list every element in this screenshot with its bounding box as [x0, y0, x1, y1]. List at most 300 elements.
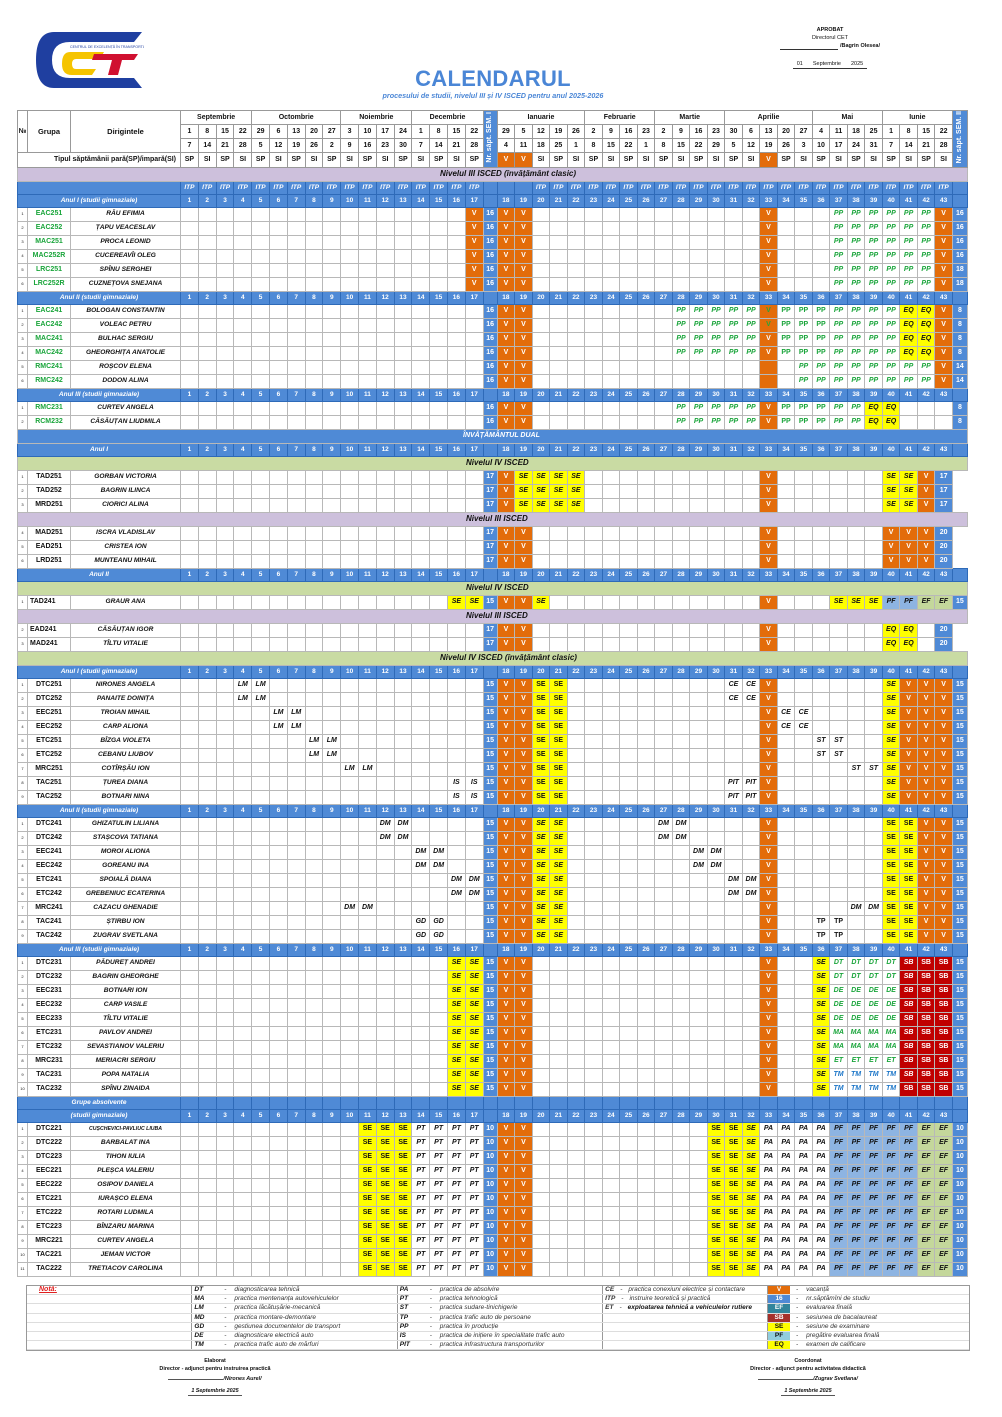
schedule-cell-empty	[550, 415, 568, 429]
schedule-cell-pp: PP	[917, 221, 935, 235]
schedule-cell-empty	[777, 915, 795, 929]
schedule-cell-empty	[655, 1122, 673, 1136]
legend-dash: -	[790, 1313, 804, 1322]
schedule-cell-empty	[270, 1262, 288, 1276]
year-header-row	[18, 388, 968, 401]
level-band	[18, 581, 968, 595]
schedule-cell-empty	[234, 304, 252, 318]
schedule-cell-empty	[795, 623, 813, 637]
schedule-cell-empty	[412, 540, 430, 554]
legend-row	[27, 1331, 969, 1340]
schedule-cell-v: V	[935, 374, 953, 388]
sem1-week-count: 10	[483, 1206, 497, 1220]
itp-cell: ITP	[865, 181, 883, 194]
schedule-cell-empty	[448, 318, 466, 332]
schedule-cell-v: V	[497, 1068, 515, 1082]
schedule-cell-empty	[448, 692, 466, 706]
schedule-cell-empty	[742, 1026, 760, 1040]
schedule-cell-se: SE	[707, 1178, 725, 1192]
schedule-cell-v: V	[497, 526, 515, 540]
schedule-cell-empty	[532, 1136, 550, 1150]
schedule-cell-empty	[637, 901, 655, 915]
schedule-cell-empty	[181, 831, 199, 845]
schedule-cell-v: V	[882, 554, 900, 568]
sem2-week-count: 15	[952, 817, 967, 831]
group-row	[18, 346, 968, 360]
tutor-name: ROȘCOV ELENA	[71, 360, 181, 374]
legend-dash: -	[619, 1304, 622, 1312]
schedule-cell-dt: DT	[865, 956, 883, 970]
schedule-cell-empty	[376, 249, 394, 263]
empty-cell	[448, 1096, 466, 1109]
schedule-cell-se: SE	[742, 1248, 760, 1262]
schedule-cell-empty	[270, 1068, 288, 1082]
schedule-cell-empty	[394, 1054, 412, 1068]
schedule-cell-ef: EF	[935, 1234, 953, 1248]
schedule-cell-empty	[847, 498, 865, 512]
schedule-cell-empty	[532, 249, 550, 263]
schedule-cell-se: SE	[465, 1054, 483, 1068]
schedule-cell-pp: PP	[690, 318, 708, 332]
schedule-cell-empty	[252, 1012, 270, 1026]
schedule-cell-empty	[376, 887, 394, 901]
schedule-cell-empty	[198, 1122, 216, 1136]
schedule-cell-v: V	[515, 1206, 533, 1220]
schedule-cell-empty	[358, 1082, 376, 1096]
schedule-cell-empty	[412, 277, 430, 291]
schedule-cell-empty	[655, 984, 673, 998]
schedule-cell-empty	[567, 304, 585, 318]
schedule-cell-se: SE	[742, 1220, 760, 1234]
schedule-cell-empty	[830, 845, 848, 859]
tutor-name: GORBAN VICTORIA	[71, 470, 181, 484]
schedule-cell-empty	[287, 332, 305, 346]
week-number: 24	[602, 665, 620, 678]
schedule-cell-empty	[287, 929, 305, 943]
schedule-cell-pit: PIT	[742, 776, 760, 790]
schedule-cell-empty	[270, 1054, 288, 1068]
schedule-cell-empty	[234, 887, 252, 901]
legend-abbr: ST	[397, 1304, 424, 1313]
schedule-cell-empty	[900, 415, 918, 429]
schedule-cell-empty	[637, 1206, 655, 1220]
schedule-cell-empty	[465, 720, 483, 734]
itp-cell: ITP	[795, 181, 813, 194]
itp-cell: ITP	[181, 181, 199, 194]
schedule-cell-v: V	[515, 1262, 533, 1276]
schedule-cell-empty	[620, 526, 638, 540]
schedule-cell-empty	[394, 678, 412, 692]
schedule-cell-empty	[532, 235, 550, 249]
legend-spacer	[27, 1304, 192, 1313]
schedule-cell-v: V	[935, 678, 953, 692]
schedule-cell-empty	[567, 415, 585, 429]
schedule-cell-empty	[585, 1178, 603, 1192]
schedule-cell-empty	[567, 346, 585, 360]
empty-cell	[234, 1096, 252, 1109]
schedule-cell-empty	[532, 554, 550, 568]
schedule-cell-se: SE	[515, 470, 533, 484]
group-row	[18, 1082, 968, 1096]
schedule-cell-empty	[216, 498, 234, 512]
schedule-cell-pp: PP	[900, 277, 918, 291]
week-number: 28	[672, 804, 690, 817]
tutor-name: CUCEREAVÎI OLEG	[71, 249, 181, 263]
sem2-week-count: 8	[952, 346, 967, 360]
schedule-cell-empty	[637, 1012, 655, 1026]
schedule-cell-dt: DT	[847, 970, 865, 984]
schedule-cell-empty	[812, 554, 830, 568]
schedule-cell-empty	[181, 915, 199, 929]
schedule-cell-empty	[620, 873, 638, 887]
schedule-cell-se: SE	[812, 1026, 830, 1040]
sem2-spacer	[952, 568, 967, 581]
schedule-cell-pf: PF	[882, 1262, 900, 1276]
schedule-cell-empty	[707, 1040, 725, 1054]
schedule-cell-v: V	[515, 540, 533, 554]
schedule-cell-empty	[585, 346, 603, 360]
schedule-cell-v: V	[497, 678, 515, 692]
legend-swatch: 16	[768, 1295, 791, 1304]
schedule-cell-eq: EQ	[917, 318, 935, 332]
week-number: 39	[865, 1109, 883, 1122]
schedule-cell-empty	[394, 956, 412, 970]
approval-title: APROBAT	[816, 27, 844, 33]
schedule-cell-empty	[394, 277, 412, 291]
schedule-cell-empty	[620, 1248, 638, 1262]
schedule-cell-empty	[532, 332, 550, 346]
schedule-cell-empty	[252, 1220, 270, 1234]
schedule-cell-pa: PA	[812, 1248, 830, 1262]
schedule-cell-empty	[637, 470, 655, 484]
schedule-cell-empty	[376, 595, 394, 609]
schedule-cell-empty	[323, 831, 341, 845]
week-number: 16	[448, 194, 466, 207]
schedule-cell-empty	[585, 332, 603, 346]
schedule-cell-lm: LM	[358, 762, 376, 776]
schedule-cell-empty	[430, 998, 448, 1012]
schedule-cell-v: V	[935, 249, 953, 263]
schedule-cell-empty	[270, 360, 288, 374]
legend-text: sesiune de examinare	[804, 1322, 969, 1331]
week-number: 24	[602, 291, 620, 304]
week-number: 16	[448, 665, 466, 678]
week-number: 34	[777, 443, 795, 456]
schedule-cell-empty	[412, 901, 430, 915]
schedule-cell-empty	[305, 207, 323, 221]
schedule-cell-ma: MA	[847, 1040, 865, 1054]
week-number: 38	[847, 943, 865, 956]
week-number: 33	[760, 291, 778, 304]
schedule-cell-empty	[567, 1150, 585, 1164]
sem2-week-count: 15	[952, 873, 967, 887]
empty-cell	[865, 1096, 883, 1109]
empty-cell	[358, 1096, 376, 1109]
schedule-cell-de: DE	[847, 998, 865, 1012]
row-number: 2	[18, 1136, 28, 1150]
schedule-cell-v: V	[497, 540, 515, 554]
group-code: TAC251	[28, 776, 71, 790]
schedule-cell-se: SE	[465, 1012, 483, 1026]
week-end-date: 19	[287, 139, 305, 153]
week-number: 25	[620, 1109, 638, 1122]
schedule-cell-empty	[655, 595, 673, 609]
legend-text-col3	[603, 1286, 768, 1295]
schedule-cell-empty	[830, 692, 848, 706]
schedule-cell-empty	[532, 1082, 550, 1096]
schedule-cell-empty	[181, 263, 199, 277]
row-number: 1	[18, 207, 28, 221]
schedule-cell-empty	[376, 484, 394, 498]
sem2-week-count: 8	[952, 332, 967, 346]
schedule-cell-empty	[812, 498, 830, 512]
week-number: 5	[252, 665, 270, 678]
schedule-cell-empty	[270, 332, 288, 346]
schedule-cell-empty	[550, 318, 568, 332]
sem2-week-count: 16	[952, 207, 967, 221]
schedule-cell-empty	[216, 304, 234, 318]
schedule-cell-se: SE	[567, 470, 585, 484]
schedule-cell-empty	[234, 706, 252, 720]
schedule-cell-empty	[181, 360, 199, 374]
schedule-cell-empty	[550, 1234, 568, 1248]
schedule-cell-empty	[690, 956, 708, 970]
itp-cell: ITP	[270, 181, 288, 194]
week-type: SP	[550, 153, 568, 167]
schedule-cell-v: V	[900, 706, 918, 720]
schedule-cell-empty	[216, 1068, 234, 1082]
schedule-cell-v: V	[515, 762, 533, 776]
schedule-cell-empty	[181, 720, 199, 734]
group-code: LRC251	[28, 263, 71, 277]
week-number: 16	[448, 804, 466, 817]
group-code: RMC241	[28, 360, 71, 374]
schedule-cell-empty	[602, 1040, 620, 1054]
schedule-cell-empty	[287, 1150, 305, 1164]
schedule-cell-empty	[602, 831, 620, 845]
schedule-cell-empty	[181, 762, 199, 776]
schedule-cell-empty	[602, 915, 620, 929]
week-number: 18	[497, 943, 515, 956]
schedule-cell-empty	[216, 748, 234, 762]
schedule-cell-pp: PP	[830, 249, 848, 263]
schedule-cell-empty	[198, 1234, 216, 1248]
schedule-cell-empty	[602, 1164, 620, 1178]
schedule-cell-empty	[812, 637, 830, 651]
schedule-cell-se: SE	[742, 1234, 760, 1248]
schedule-cell-empty	[412, 332, 430, 346]
schedule-cell-empty	[567, 1262, 585, 1276]
week-type: SP	[690, 153, 708, 167]
schedule-cell-empty	[305, 1192, 323, 1206]
row-number: 7	[18, 762, 28, 776]
schedule-cell-empty	[394, 859, 412, 873]
schedule-cell-empty	[795, 831, 813, 845]
sem2-week-count: 15	[952, 678, 967, 692]
schedule-cell-empty	[234, 1026, 252, 1040]
schedule-cell-empty	[655, 221, 673, 235]
week-end-date: 8	[655, 139, 673, 153]
schedule-cell-empty	[865, 540, 883, 554]
schedule-cell-empty	[567, 734, 585, 748]
week-number: 40	[882, 943, 900, 956]
schedule-cell-empty	[412, 498, 430, 512]
schedule-cell-v: V	[760, 318, 778, 332]
week-number: 23	[585, 291, 603, 304]
week-number: 30	[707, 665, 725, 678]
schedule-cell-empty	[234, 873, 252, 887]
schedule-cell-empty	[198, 873, 216, 887]
schedule-cell-empty	[620, 207, 638, 221]
schedule-cell-empty	[655, 1178, 673, 1192]
schedule-cell-empty	[270, 984, 288, 998]
schedule-cell-empty	[585, 956, 603, 970]
week-start-date: 23	[707, 125, 725, 139]
schedule-cell-dm: DM	[448, 887, 466, 901]
schedule-cell-empty	[707, 762, 725, 776]
sem1-week-count: 16	[483, 346, 497, 360]
schedule-cell-empty	[917, 401, 935, 415]
schedule-cell-pp: PP	[917, 277, 935, 291]
schedule-cell-empty	[198, 595, 216, 609]
week-number: 22	[567, 804, 585, 817]
schedule-cell-empty	[637, 207, 655, 221]
schedule-cell-empty	[216, 1026, 234, 1040]
schedule-cell-empty	[550, 1068, 568, 1082]
schedule-cell-empty	[917, 637, 935, 651]
month-header: Decembrie	[412, 111, 483, 125]
schedule-cell-empty	[287, 526, 305, 540]
schedule-cell-v: V	[935, 304, 953, 318]
schedule-cell-empty	[376, 1082, 394, 1096]
row-number: 2	[18, 970, 28, 984]
schedule-cell-pp: PP	[882, 263, 900, 277]
sem2-week-count: 15	[952, 901, 967, 915]
schedule-cell-empty	[287, 401, 305, 415]
week-end-date: 12	[270, 139, 288, 153]
schedule-cell-empty	[707, 1082, 725, 1096]
schedule-cell-empty	[323, 277, 341, 291]
sem2-week-count: 20	[935, 540, 953, 554]
schedule-cell-empty	[620, 887, 638, 901]
schedule-cell-pf: PF	[865, 1192, 883, 1206]
schedule-cell-pf: PF	[847, 1206, 865, 1220]
schedule-cell-empty	[216, 956, 234, 970]
schedule-cell-empty	[707, 887, 725, 901]
tutor-name: BAGRIN GHEORGHE	[71, 970, 181, 984]
sem2-week-count: 10	[952, 1164, 967, 1178]
schedule-cell-empty	[376, 970, 394, 984]
schedule-cell-empty	[567, 748, 585, 762]
empty-cell	[672, 1096, 690, 1109]
legend-dash: -	[218, 1286, 232, 1295]
legend-abbr: ET	[605, 1304, 614, 1312]
schedule-cell-v: V	[497, 901, 515, 915]
schedule-cell-se: SE	[465, 956, 483, 970]
schedule-cell-empty	[198, 790, 216, 804]
week-number: 8	[305, 1109, 323, 1122]
schedule-cell-empty	[532, 318, 550, 332]
schedule-cell-empty	[323, 859, 341, 873]
schedule-cell-empty	[341, 221, 359, 235]
schedule-cell-pp: PP	[830, 277, 848, 291]
group-code: EEC241	[28, 845, 71, 859]
schedule-cell-se: SE	[882, 678, 900, 692]
week-number: 19	[515, 665, 533, 678]
schedule-cell-pa: PA	[812, 1262, 830, 1276]
schedule-cell-v: V	[760, 595, 778, 609]
week-number: 25	[620, 194, 638, 207]
schedule-cell-empty	[270, 970, 288, 984]
schedule-cell-pp: PP	[725, 415, 743, 429]
schedule-cell-empty	[394, 1012, 412, 1026]
schedule-cell-empty	[567, 277, 585, 291]
schedule-cell-empty	[412, 1082, 430, 1096]
schedule-cell-empty	[252, 554, 270, 568]
schedule-cell-pp: PP	[865, 318, 883, 332]
tutor-name: MERIACRI SERGIU	[71, 1054, 181, 1068]
schedule-cell-empty	[341, 998, 359, 1012]
schedule-cell-pf: PF	[882, 1206, 900, 1220]
schedule-cell-empty	[305, 1248, 323, 1262]
week-number: 12	[376, 1109, 394, 1122]
sem2-week-count: 15	[952, 790, 967, 804]
schedule-cell-empty	[690, 678, 708, 692]
schedule-cell-empty	[602, 595, 620, 609]
week-start-date: 20	[777, 125, 795, 139]
schedule-cell-se: SE	[465, 1068, 483, 1082]
schedule-cell-empty	[655, 859, 673, 873]
schedule-cell-empty	[448, 277, 466, 291]
schedule-cell-empty	[672, 1026, 690, 1040]
schedule-cell-empty	[198, 831, 216, 845]
schedule-cell-empty	[181, 1220, 199, 1234]
schedule-cell-v: V	[917, 692, 935, 706]
schedule-cell-empty	[655, 1206, 673, 1220]
schedule-cell-empty	[672, 1136, 690, 1150]
row-number: 6	[18, 1026, 28, 1040]
schedule-cell-empty	[585, 360, 603, 374]
schedule-cell-empty	[550, 360, 568, 374]
schedule-cell-empty	[742, 526, 760, 540]
sem1-week-count: 15	[483, 1040, 497, 1054]
schedule-cell-empty	[430, 984, 448, 998]
schedule-cell-empty	[637, 1068, 655, 1082]
week-number: 18	[497, 443, 515, 456]
schedule-cell-pf: PF	[830, 1164, 848, 1178]
group-row	[18, 762, 968, 776]
sem2-week-count: 10	[952, 1248, 967, 1262]
week-number: 19	[515, 804, 533, 817]
legend-dash: -	[790, 1286, 804, 1295]
week-number: 7	[287, 388, 305, 401]
schedule-cell-empty	[620, 540, 638, 554]
schedule-cell-empty	[672, 360, 690, 374]
schedule-cell-empty	[585, 706, 603, 720]
schedule-cell-empty	[287, 484, 305, 498]
schedule-cell-se: SE	[465, 595, 483, 609]
schedule-cell-empty	[305, 901, 323, 915]
schedule-cell-se: SE	[882, 484, 900, 498]
sem1-week-count: 17	[483, 484, 497, 498]
schedule-cell-empty	[358, 678, 376, 692]
schedule-cell-empty	[707, 360, 725, 374]
schedule-cell-ce: CE	[777, 720, 795, 734]
schedule-cell-empty	[690, 748, 708, 762]
schedule-cell-empty	[725, 748, 743, 762]
schedule-cell-empty	[323, 332, 341, 346]
schedule-cell-empty	[690, 221, 708, 235]
